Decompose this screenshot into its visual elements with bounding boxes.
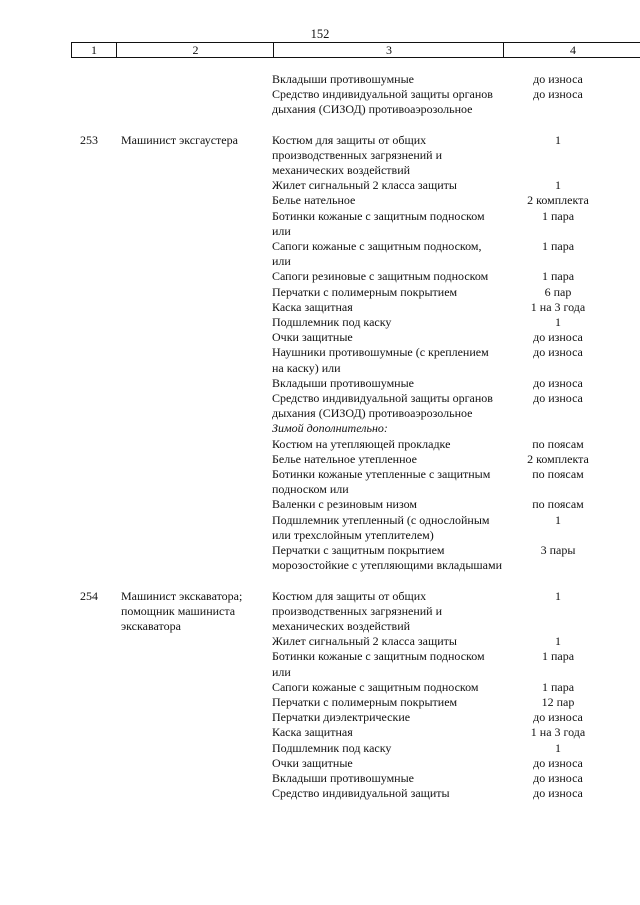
equipment-row [0, 756, 640, 771]
equipment-quantity: до износа [533, 391, 583, 406]
equipment-row [0, 725, 640, 740]
group-spacer [0, 118, 640, 133]
equipment-row [0, 543, 640, 573]
equipment-row [0, 771, 640, 786]
equipment-row [0, 345, 640, 375]
equipment-name: Средство индивидуальной защиты органов дыхания (СИЗОД) противоаэрозольное [272, 87, 493, 117]
equipment-quantity: 1 пара [541, 269, 575, 284]
equipment-name: Средство индивидуальной защиты [272, 786, 450, 801]
equipment-name: Валенки с резиновым низом [272, 497, 418, 512]
equipment-name: Ботинки кожаные с защитным подноском или [272, 649, 485, 679]
table-group [0, 133, 640, 574]
equipment-name: Костюм на утепляющей прокладке [272, 436, 451, 451]
equipment-quantity: до износа [533, 770, 583, 785]
equipment-row [0, 513, 640, 543]
equipment-row [0, 239, 640, 269]
equipment-name: Перчатки диэлектрические [272, 710, 411, 725]
equipment-quantity: до износа [533, 710, 583, 725]
equipment-name: Средство индивидуальной защиты органов дыхания (СИЗОД) противоаэрозольное [272, 391, 493, 421]
equipment-quantity: 1 пара [541, 649, 575, 664]
header-col-1: 1 [91, 43, 97, 57]
equipment-row [0, 391, 640, 421]
header-col-3: 3 [273, 43, 504, 57]
equipment-row [0, 178, 640, 193]
page-number: 152 [310, 27, 330, 41]
equipment-quantity: 1 [555, 740, 561, 755]
equipment-name: Перчатки с полимерным покрытием [272, 284, 458, 299]
equipment-name: Костюм для защиты от общих производственных загрязнений и механических воздействий [272, 132, 443, 178]
header-col-4: 4 [503, 43, 640, 57]
equipment-name: Перчатки с защитным покрытием морозостойкие с утепляющими вкладышами [272, 543, 503, 573]
equipment-quantity: 2 комплекта [527, 451, 589, 466]
equipment-name: Белье нательное утепленное [272, 451, 417, 466]
equipment-row [0, 452, 640, 467]
equipment-quantity: 1 [555, 132, 561, 147]
equipment-quantity: 1 на 3 года [530, 725, 586, 740]
row-number: 253 [80, 132, 98, 147]
row-number: 254 [80, 588, 98, 603]
equipment-quantity: 1 пара [541, 239, 575, 254]
equipment-row [0, 786, 640, 801]
equipment-row [0, 695, 640, 710]
equipment-name: Костюм для защиты от общих производственных загрязнений и механических воздействий [272, 588, 443, 633]
equipment-quantity: до износа [533, 330, 583, 345]
equipment-quantity: 1 [555, 634, 561, 649]
equipment-name: Вкладыши противошумные [272, 770, 414, 785]
group-spacer [0, 574, 640, 589]
table-group [0, 72, 640, 118]
equipment-quantity: 1 пара [541, 679, 575, 694]
equipment-row [0, 680, 640, 695]
equipment-row [0, 193, 640, 208]
equipment-name: Сапоги резиновые с защитным подноском [272, 269, 489, 284]
equipment-row [0, 209, 640, 239]
equipment-row [0, 300, 640, 315]
equipment-row [0, 467, 640, 497]
equipment-name: Сапоги кожаные с защитным подноском, или [272, 239, 482, 269]
equipment-name: Каска защитная [272, 725, 353, 740]
equipment-name: Белье нательное [272, 193, 356, 208]
equipment-name: Очки защитные [272, 330, 353, 345]
equipment-row [0, 87, 640, 117]
equipment-row [0, 497, 640, 512]
profession-name: Машинист экскаватора; помощник машиниста экскаватора [121, 588, 243, 633]
equipment-name: Подшлемник утепленный (с однослойным или трехслойным утеплителем) [272, 512, 490, 542]
equipment-row [0, 649, 640, 679]
equipment-name: Жилет сигнальный 2 класса защиты [272, 634, 457, 649]
profession-name: Машинист эксгаустера [121, 132, 238, 147]
section-note: Зимой дополнительно: [272, 421, 388, 436]
equipment-name: Жилет сигнальный 2 класса защиты [272, 178, 457, 193]
equipment-row [0, 741, 640, 756]
equipment-quantity: 1 [555, 588, 561, 603]
equipment-quantity: до износа [533, 375, 583, 390]
equipment-row [0, 269, 640, 284]
equipment-row [0, 315, 640, 330]
equipment-row [0, 72, 640, 87]
equipment-quantity: 3 пары [540, 543, 576, 558]
equipment-quantity: 1 пара [541, 208, 575, 223]
equipment-name: Перчатки с полимерным покрытием [272, 694, 458, 709]
equipment-quantity: до износа [533, 345, 583, 360]
equipment-quantity: до износа [533, 786, 583, 801]
equipment-quantity: по поясам [532, 497, 584, 512]
equipment-row [0, 285, 640, 300]
equipment-name: Ботинки кожаные утепленные с защитным подноском или [272, 467, 491, 497]
equipment-quantity: 1 на 3 года [530, 299, 586, 314]
equipment-name: Сапоги кожаные с защитным подноском [272, 679, 479, 694]
equipment-name: Ботинки кожаные с защитным подноском или [272, 208, 485, 238]
equipment-name: Подшлемник под каску [272, 315, 392, 330]
equipment-quantity: по поясам [532, 467, 584, 482]
equipment-quantity: 1 [555, 512, 561, 527]
equipment-name: Вкладыши противошумные [272, 72, 414, 86]
equipment-row [0, 330, 640, 345]
equipment-row [0, 437, 640, 452]
equipment-name: Каска защитная [272, 299, 353, 314]
equipment-quantity: до износа [533, 72, 583, 86]
equipment-row [0, 710, 640, 725]
equipment-name: Подшлемник под каску [272, 740, 392, 755]
table-group [0, 589, 640, 802]
equipment-quantity: 1 [555, 178, 561, 193]
table-header-row [71, 42, 640, 58]
table-body [0, 72, 640, 801]
equipment-name: Вкладыши противошумные [272, 375, 414, 390]
equipment-quantity: по поясам [532, 436, 584, 451]
header-col-2: 2 [116, 43, 274, 57]
equipment-quantity: до износа [533, 755, 583, 770]
equipment-row [0, 634, 640, 649]
equipment-quantity: до износа [533, 87, 583, 102]
equipment-quantity: 1 [555, 315, 561, 330]
equipment-quantity: 6 пар [544, 284, 572, 299]
equipment-quantity: 2 комплекта [527, 193, 589, 208]
equipment-quantity: 12 пар [541, 694, 575, 709]
equipment-name: Очки защитные [272, 755, 353, 770]
equipment-row [0, 376, 640, 391]
equipment-name: Наушники противошумные (с креплением на каску) или [272, 345, 489, 375]
